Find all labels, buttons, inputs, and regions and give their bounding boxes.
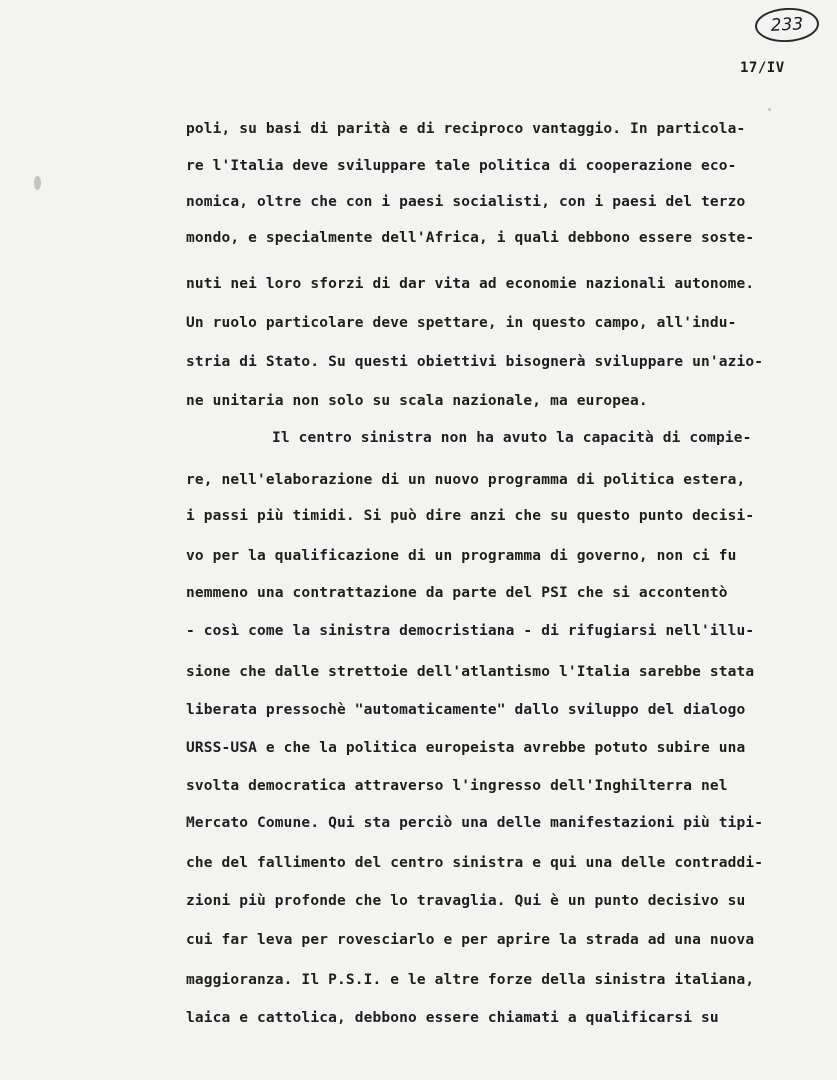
paper-speck	[768, 108, 771, 111]
text-line: sione che dalle strettoie dell'atlantismo l'Italia sarebbe stata	[186, 664, 755, 680]
text-line: nuti nei loro sforzi di dar vita ad economie nazionali autonome.	[186, 276, 755, 292]
text-line: stria di Stato. Su questi obiettivi bisognerà sviluppare un'azio-	[186, 354, 764, 370]
text-line: i passi più timidi. Si può dire anzi che su questo punto decisi-	[186, 508, 755, 524]
text-line: re l'Italia deve sviluppare tale politica di cooperazione eco-	[186, 158, 737, 174]
paragraph-first-line: Il centro sinistra non ha avuto la capacità di compie-	[272, 430, 752, 446]
text-line: poli, su basi di parità e di reciproco vantaggio. In particola-	[186, 121, 746, 137]
page-number-stamp	[754, 6, 820, 43]
page-reference: 17/IV	[740, 60, 785, 76]
text-line: - così come la sinistra democristiana - di rifugiarsi nell'illu-	[186, 623, 755, 639]
paper-speck	[34, 176, 41, 190]
text-line: zioni più profonde che lo travaglia. Qui è un punto decisivo su	[186, 893, 746, 909]
text-line: ne unitaria non solo su scala nazionale, ma europea.	[186, 393, 648, 409]
text-line: re, nell'elaborazione di un nuovo programma di politica estera,	[186, 472, 746, 488]
text-line: Mercato Comune. Qui sta perciò una delle manifestazioni più tipi-	[186, 815, 764, 831]
text-line: mondo, e specialmente dell'Africa, i quali debbono essere soste-	[186, 230, 755, 246]
text-line: svolta democratica attraverso l'ingresso dell'Inghilterra nel	[186, 778, 728, 794]
text-line: nomica, oltre che con i paesi socialisti, con i paesi del terzo	[186, 194, 746, 210]
text-line: che del fallimento del centro sinistra e qui una delle contraddi-	[186, 855, 764, 871]
text-line: URSS-USA e che la politica europeista avrebbe potuto subire una	[186, 740, 746, 756]
stamp-number: 233	[770, 14, 804, 36]
text-line: liberata pressochè "automaticamente" dallo sviluppo del dialogo	[186, 702, 746, 718]
text-line: nemmeno una contrattazione da parte del PSI che si accontentò	[186, 585, 728, 601]
text-line: maggioranza. Il P.S.I. e le altre forze della sinistra italiana,	[186, 972, 755, 988]
text-line: vo per la qualificazione di un programma di governo, non ci fu	[186, 548, 737, 564]
text-line: cui far leva per rovesciarlo e per aprire la strada ad una nuova	[186, 932, 755, 948]
text-line: Un ruolo particolare deve spettare, in questo campo, all'indu-	[186, 315, 737, 331]
text-line: laica e cattolica, debbono essere chiamati a qualificarsi su	[186, 1010, 719, 1026]
